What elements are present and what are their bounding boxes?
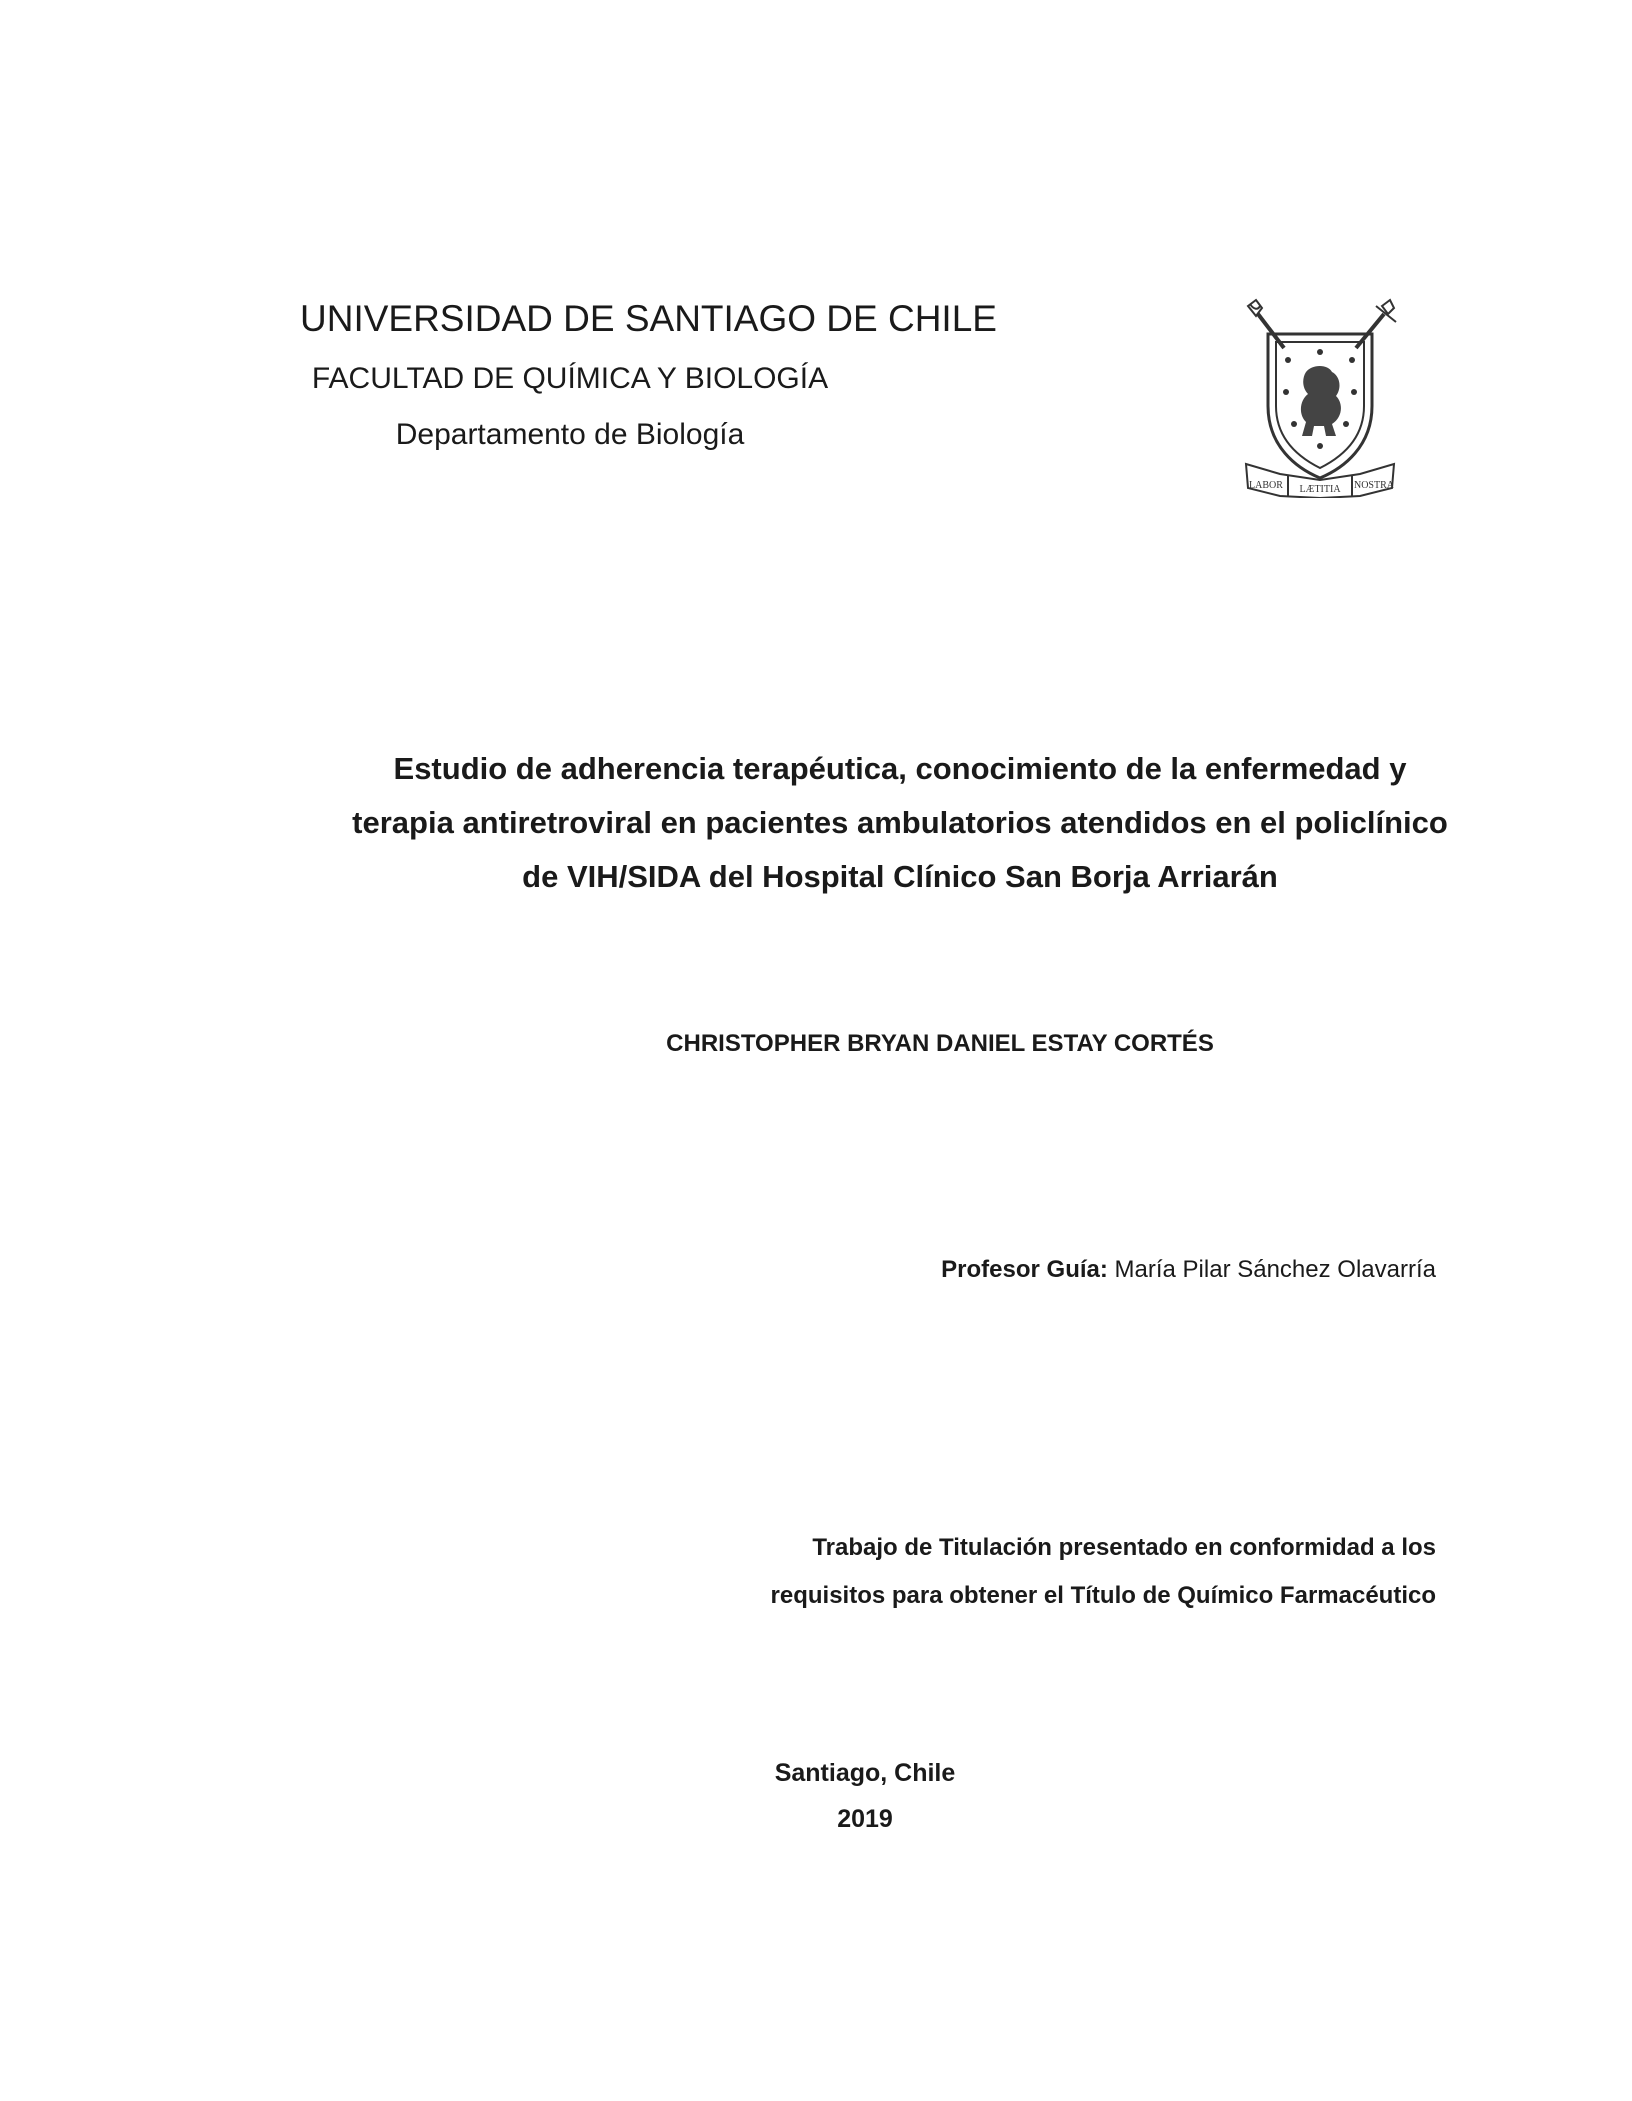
degree-statement (771, 1524, 1436, 1620)
university-seal-icon (1240, 296, 1400, 498)
svg-text:LABOR: LABOR (1249, 480, 1283, 491)
university-name: UNIVERSIDAD DE SANTIAGO DE CHILE (300, 298, 997, 339)
thesis-title-line: de VIH/SIDA del Hospital Clínico San Borja Arriarán (522, 859, 1278, 894)
author-name: CHRISTOPHER BRYAN DANIEL ESTAY CORTÉS (666, 1030, 1214, 1057)
thesis-title (260, 742, 1540, 904)
advisor-name: María Pilar Sánchez Olavarría (1114, 1256, 1436, 1283)
faculty-name: FACULTAD DE QUÍMICA Y BIOLOGÍA (311, 362, 829, 395)
place-and-date (665, 1750, 1065, 1842)
thesis-title-line: Estudio de adherencia terapéutica, conocimiento de la enfermedad y (393, 751, 1407, 786)
degree-line: requisitos para obtener el Título de Químico Farmacéutico (770, 1582, 1436, 1609)
advisor-line (941, 1256, 1436, 1284)
svg-text:NOSTRA: NOSTRA (1353, 480, 1395, 491)
svg-text:LÆTITIA: LÆTITIA (1299, 484, 1341, 495)
department-name: Departamento de Biología (395, 418, 745, 451)
thesis-title-line: terapia antiretroviral en pacientes ambulatorios atendidos en el policlínico (352, 805, 1448, 840)
year: 2019 (837, 1805, 893, 1833)
city: Santiago, Chile (774, 1759, 956, 1787)
degree-line: Trabajo de Titulación presentado en conformidad a los (812, 1534, 1436, 1561)
advisor-label: Profesor Guía: (941, 1256, 1108, 1283)
